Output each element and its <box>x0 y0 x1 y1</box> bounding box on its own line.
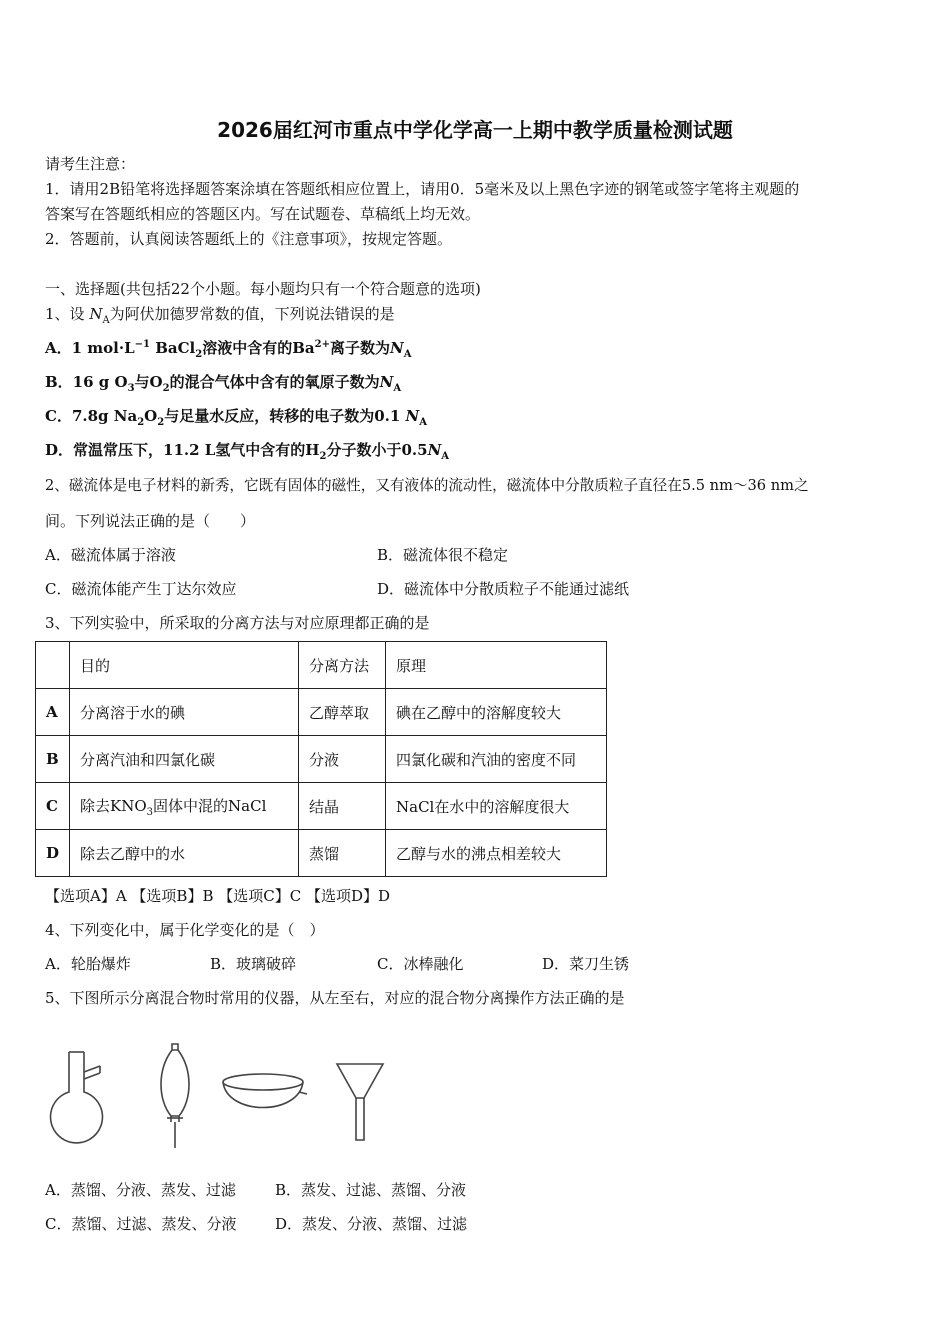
q1-c-n: N <box>405 407 420 425</box>
q1-b-mid: 与O <box>134 373 163 391</box>
q2-option-c[interactable]: C．磁流体能产生丁达尔效应 <box>45 580 237 598</box>
section-heading: 一、选择题(共包括22个小题。每小题均只有一个符合题意的选项) <box>45 280 481 298</box>
q1-d-n: N <box>427 441 442 459</box>
q3-table <box>35 641 607 877</box>
q1-option-d[interactable] <box>45 439 449 462</box>
q1-b-post: 的混合气体中含有的氧原子数为 <box>169 373 380 391</box>
q1-a-nsub: A <box>403 349 412 360</box>
evaporating-dish-icon <box>223 1074 307 1108</box>
row-method: 分液 <box>299 736 386 783</box>
notice-line-1b: 答案写在答题纸相应的答题区内。写在试题卷、草稿纸上均无效。 <box>45 205 481 223</box>
q1-a-sub: 2 <box>195 349 203 360</box>
row-purpose: 分离溶于水的碘 <box>70 689 299 736</box>
row-method: 蒸馏 <box>299 830 386 877</box>
q1-c-sub-b: 2 <box>157 417 165 428</box>
row-purpose-post: 固体中混的NaCl <box>153 796 267 815</box>
q1-b-n: N <box>379 373 394 391</box>
q1-stem-pre: 1、设 <box>45 305 90 323</box>
q1-c-post: 与足量水反应，转移的电子数为0.1 <box>164 407 406 425</box>
q4-option-d[interactable]: D．菜刀生锈 <box>542 955 630 973</box>
q1-a-pre: A．1 mol·L <box>45 339 135 357</box>
row-key: C <box>36 783 70 830</box>
row-purpose <box>70 783 299 830</box>
row-principle: 碘在乙醇中的溶解度较大 <box>386 689 607 736</box>
q1-d-sub: 2 <box>319 451 327 462</box>
header-principle: 原理 <box>386 642 607 689</box>
q1-c-mid: O <box>144 407 158 425</box>
lab-apparatus-figure <box>45 1030 395 1155</box>
row-purpose: 除去乙醇中的水 <box>70 830 299 877</box>
q1-a-post: 离子数为 <box>329 339 390 357</box>
table-header-row <box>36 642 607 689</box>
row-key: A <box>36 689 70 736</box>
q1-option-b[interactable] <box>45 371 401 394</box>
row-method: 结晶 <box>299 783 386 830</box>
row-purpose: 分离汽油和四氯化碳 <box>70 736 299 783</box>
row-method: 乙醇萃取 <box>299 689 386 736</box>
q1-b-sub2: 2 <box>162 383 170 394</box>
separatory-funnel-icon <box>161 1044 189 1148</box>
header-key <box>36 642 70 689</box>
q4-option-c[interactable]: C．冰棒融化 <box>377 955 464 973</box>
q5-stem: 5、下图所示分离混合物时常用的仪器，从左至右，对应的混合物分离操作方法正确的是 <box>45 989 625 1007</box>
row-principle: 四氯化碳和汽油的密度不同 <box>386 736 607 783</box>
q2-stem-line-1: 2、磁流体是电子材料的新秀，它既有固体的磁性，又有液体的流动性，磁流体中分散质粒子直径在5.5 nm～36 nm之 <box>45 477 809 494</box>
q3-options[interactable]: 【选项A】A 【选项B】B 【选项C】C 【选项D】D <box>45 887 391 905</box>
q1-a-sup1: −1 <box>134 339 150 350</box>
notice-line-1a: 1．请用2B铅笔将选择题答案涂填在答题纸相应位置上，请用0．5毫米及以上黑色字迹的钢笔或签字笔将主观题的 <box>45 180 800 198</box>
header-purpose: 目的 <box>70 642 299 689</box>
q1-stem-post: 为阿伏加德罗常数的值，下列说法错误的是 <box>109 305 395 323</box>
q1-a-n: N <box>390 339 404 357</box>
q1-option-c[interactable] <box>45 405 427 428</box>
q1-c-pre: C．7.8g Na <box>45 407 138 425</box>
page-title: 2026届红河市重点中学化学高一上期中教学质量检测试题 <box>217 118 733 142</box>
notice-heading: 请考生注意： <box>45 155 136 173</box>
q2-option-d[interactable]: D．磁流体中分散质粒子不能通过滤纸 <box>377 580 630 598</box>
q1-b-nsub: A <box>393 383 402 394</box>
q1-option-a[interactable] <box>45 337 411 360</box>
q4-option-b[interactable]: B．玻璃破碎 <box>210 955 297 973</box>
notice-line-2: 2．答题前，认真阅读答题纸上的《注意事项》，按规定答题。 <box>45 230 453 248</box>
row-principle: NaCl在水中的溶解度很大 <box>386 783 607 830</box>
q1-symbol-a: A <box>102 315 110 326</box>
q5-option-b[interactable]: B．蒸发、过滤、蒸馏、分液 <box>275 1181 467 1199</box>
row-key: D <box>36 830 70 877</box>
row-principle: 乙醇与水的沸点相差较大 <box>386 830 607 877</box>
table-row <box>36 689 607 736</box>
q2-option-a[interactable]: A．磁流体属于溶液 <box>45 546 176 564</box>
q4-option-a[interactable]: A．轮胎爆炸 <box>45 955 131 973</box>
table-row <box>36 783 607 830</box>
table-row <box>36 736 607 783</box>
q1-d-post: 分子数小于0.5 <box>326 441 428 459</box>
header-method: 分离方法 <box>299 642 386 689</box>
q1-d-nsub: A <box>441 451 450 462</box>
q1-c-sub-a: 2 <box>137 417 145 428</box>
q1-stem <box>45 303 395 326</box>
q1-a-sup2: 2+ <box>314 339 330 350</box>
q5-option-c[interactable]: C．蒸馏、过滤、蒸发、分液 <box>45 1215 237 1233</box>
q2-stem-line-2: 间。下列说法正确的是（ ） <box>45 512 256 530</box>
q1-c-nsub: A <box>419 417 428 428</box>
q5-option-d[interactable]: D．蒸发、分液、蒸馏、过滤 <box>275 1215 468 1233</box>
q2-option-b[interactable]: B．磁流体很不稳定 <box>377 546 509 564</box>
distillation-flask-icon <box>51 1052 103 1143</box>
q1-symbol-n: N <box>89 305 103 323</box>
row-purpose-sub: 3 <box>146 806 154 818</box>
row-key: B <box>36 736 70 783</box>
q1-b-pre: B．16 g O <box>45 373 128 391</box>
row-purpose-pre: 除去KNO <box>80 796 147 815</box>
table-row <box>36 830 607 877</box>
q1-b-sub3: 3 <box>127 383 135 394</box>
q1-d-pre: D．常温常压下，11.2 L氢气中含有的H <box>45 441 320 459</box>
q1-a-mid: BaCl <box>150 339 196 357</box>
q5-option-a[interactable]: A．蒸馏、分液、蒸发、过滤 <box>45 1181 236 1199</box>
q4-stem: 4、下列变化中，属于化学变化的是（ ） <box>45 921 325 939</box>
q3-stem: 3、下列实验中，所采取的分离方法与对应原理都正确的是 <box>45 614 430 632</box>
q1-a-mid2: 溶液中含有的Ba <box>202 339 315 357</box>
filter-funnel-icon <box>337 1064 383 1140</box>
